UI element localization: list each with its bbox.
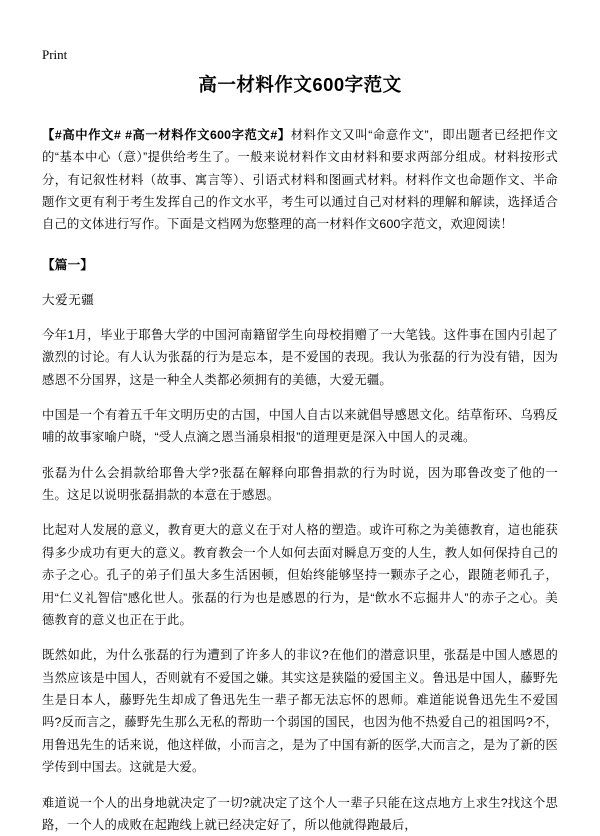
lead-paragraph <box>42 124 558 236</box>
lead-text: 材料作文又叫“命意作文”，即出题者已经把作文的“基本中心（意）”提供给考生了。一般来说材料作文由材料和要求两部分组成。材料按形式分，有记叙性材料（故事、寓言等）、引语式材料和图画式材料。材料作文也命题作文、半命题作文更有利于考生发挥自己的作文水平，考生可以通过自己对材料的理解和解读，选择适合自己的文体进行写作。下面是文档网为您整理的高一材料作文600字范文，欢迎阅读！ <box>42 127 559 232</box>
essay-subtitle: 大爱无疆 <box>42 292 95 307</box>
paragraph: 中国是一个有着五千年文明历史的古国，中国人自古以来就倡导感恩文化。结草衔环、乌鸦反哺的故事家喻户晓，“受人点滴之恩当涌泉相报”的道理更是深入中国人的灵魂。 <box>42 407 558 445</box>
page-title: 高一材料作文600字范文 <box>198 74 402 95</box>
paragraph: 既然如此，为什么张磊的行为遭到了许多人的非议?在他们的潜意识里，张磊是中国人感恩的当然应该是中国人，否则就有不爱国之嫌。其实这是狭隘的爱国主义。鲁迅是中国人，藤野先生是日本人，藤野先生却成了鲁迅先生一辈子都无法忘怀的恩师。难道能说鲁迅先生不爱国吗?反而言之，藤野先生那么无私的帮助一个弱国的国民，也因为他不热爱自己的祖国吗?不，用鲁迅先生的话来说，他这样做，小而言之，是为了中国有新的医学,大而言之，是为了新的医学传到中国去。这就是大爱。 <box>42 648 558 775</box>
print-button[interactable]: Print <box>42 47 68 62</box>
lead-bold-prefix: 【#高中作文# #高一材料作文600字范文#】 <box>42 127 291 142</box>
document-content <box>42 0 558 836</box>
paragraph: 今年1月，毕业于耶鲁大学的中国河南籍留学生向母校捐赠了一大笔钱。这件事在国内引起了激烈的讨论。有人认为张磊的行为是忘本，是不爱国的表现。我认为张磊的行为没有错，因为感恩不分国界，这是一种全人类都必须拥有的美德，大爱无疆。 <box>42 327 558 387</box>
paragraph: 张磊为什么会捐款给耶鲁大学?张磊在解释向耶鲁捐款的行为时说，因为耶鲁改变了他的一生。这足以说明张磊捐款的本意在于感恩。 <box>42 465 558 503</box>
paragraph: 难道说一个人的出身地就决定了一切?就决定了这个人一辈子只能在这点地方上求生?找这个思路，一个人的成败在起跑线上就已经决定好了，所以他就得跑最后， <box>42 795 558 832</box>
section-label: 【篇一】 <box>42 257 94 272</box>
paragraph: 比起对人发展的意义，教育更大的意义在于对人格的塑造。或许可称之为美德教育，這也能获得多少成功有更大的意义。教育教会一个人如何去面对瞬息万变的人生，教人如何保持自己的赤子之心。孔子的弟子们虽大多生活困顿，但始终能够坚持一颗赤子之心，跟随老师孔子，用“仁义礼智信”感化世人。张磊的行为也是感恩的行为，是“飲水不忘掘井人”的赤子之心。美德教育的意义也正在于此。 <box>42 523 558 627</box>
